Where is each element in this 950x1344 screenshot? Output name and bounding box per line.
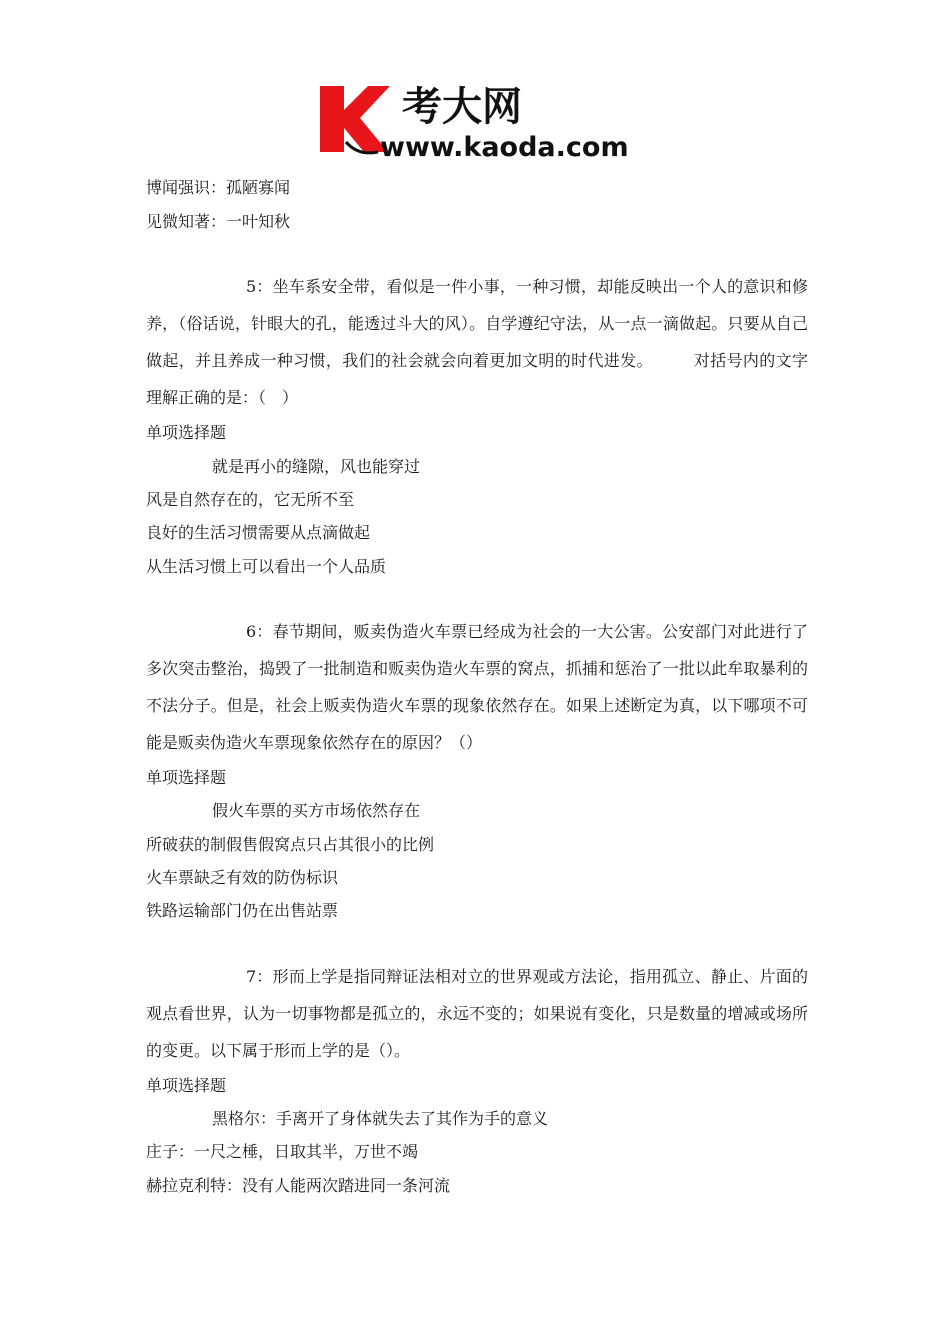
question-7-option-b: 庄子：一尺之棰，日取其半，万世不竭 [146, 1142, 419, 1161]
question-6-option-c: 火车票缺乏有效的防伪标识 [146, 868, 339, 887]
question-6-option-d: 铁路运输部门仍在出售站票 [146, 901, 339, 920]
logo-brand-text: 考大网 [402, 84, 522, 130]
question-7-option-a: 黑格尔：手离开了身体就失去了其作为手的意义 [212, 1109, 549, 1128]
question-7-type: 单项选择题 [146, 1076, 227, 1095]
question-6-option-b: 所破获的制假售假窝点只占其很小的比例 [146, 835, 435, 854]
question-7-text: 7：形而上学是指同辩证法相对立的世界观或方法论，指用孤立、静止、片面的观点看世界，认为一切事物都是孤立的，永远不变的；如果说有变化，只是数量的增减或场所的变更。以下属于形而上学的是（）。 [146, 967, 808, 1060]
question-5-option-a: 就是再小的缝隙，风也能穿过 [212, 457, 421, 476]
question-5-option-c: 良好的生活习惯需要从点滴做起 [146, 523, 371, 542]
question-6-type: 单项选择题 [146, 768, 227, 787]
logo-url-text: www.kaoda.com [380, 132, 629, 160]
question-5-type: 单项选择题 [146, 423, 227, 442]
question-7-option-c: 赫拉克利特：没有人能两次踏进同一条河流 [146, 1176, 451, 1195]
question-5-option-d: 从生活习惯上可以看出一个人品质 [146, 557, 387, 576]
question-5-text: 5：坐车系安全带，看似是一件小事，一种习惯，却能反映出一个人的意识和修养，（俗话说，针眼大的孔，能透过斗大的风）。自学遵纪守法，从一点一滴做起。只要从自己做起，并且养成一种习惯，我们的社会就会向着更加文明的时代进发。 对括号内的文字理解正确的是：（ ） [146, 277, 808, 407]
question-5-option-b: 风是自然存在的，它无所不至 [146, 490, 355, 509]
question-6-option-a: 假火车票的买方市场依然存在 [212, 801, 421, 820]
kaoda-logo [318, 80, 638, 160]
question-6-text: 6：春节期间，贩卖伪造火车票已经成为社会的一大公害。公安部门对此进行了多次突击整治，捣毁了一批制造和贩卖伪造火车票的窝点，抓捕和惩治了一批以此牟取暴利的不法分子。但是，社会上贩卖伪造火车票的现象依然存在。如果上述断定为真，以下哪项不可能是贩卖伪造火车票现象依然存在的原因？（） [146, 622, 808, 752]
intro-line-2: 见微知著：一叶知秋 [146, 212, 291, 231]
intro-line-1: 博闻强识：孤陋寡闻 [146, 178, 291, 197]
